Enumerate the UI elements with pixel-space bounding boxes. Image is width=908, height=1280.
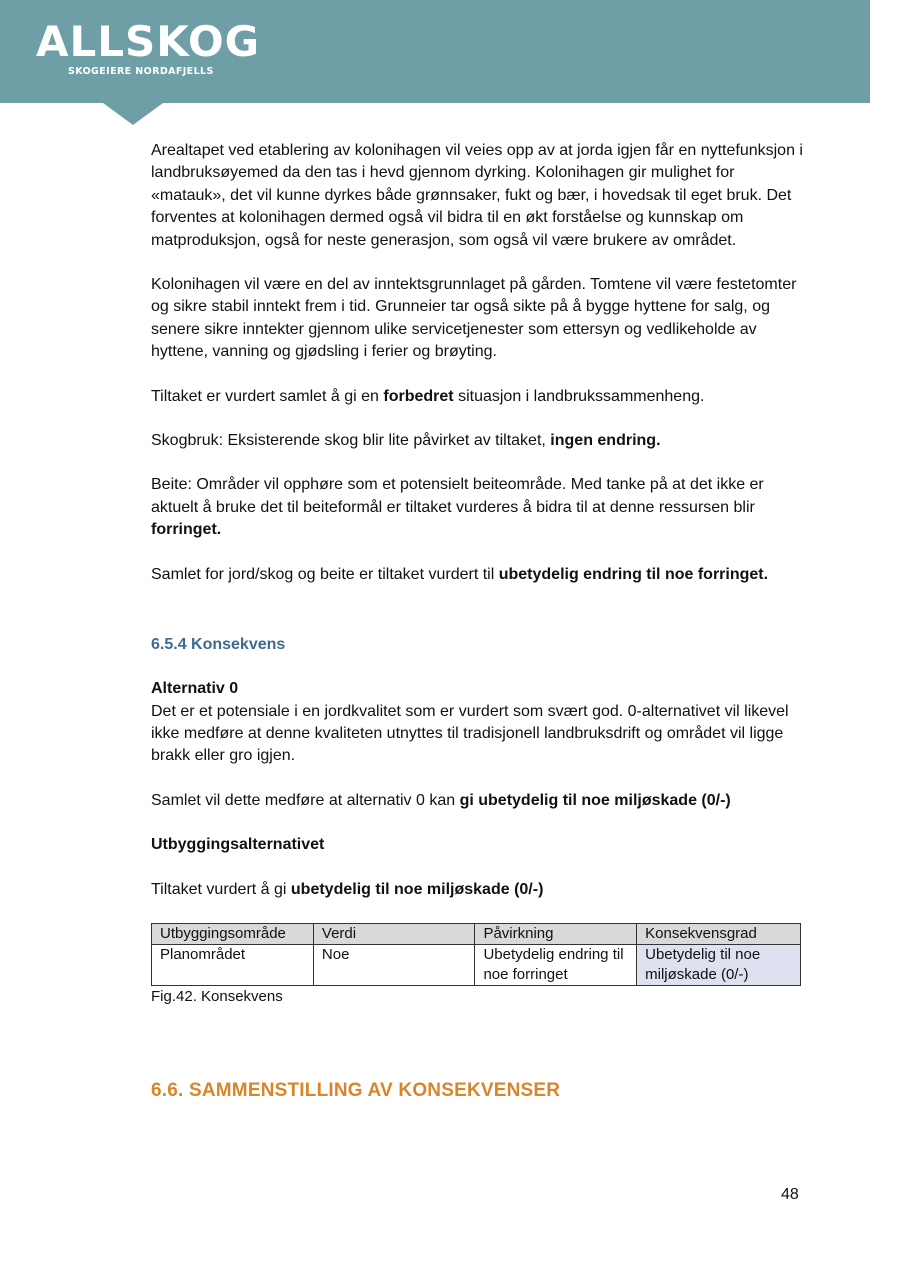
table-row bbox=[152, 944, 801, 985]
table-cell: Planområdet bbox=[152, 944, 314, 985]
header-band bbox=[0, 0, 870, 103]
table-header-cell: Konsekvensgrad bbox=[637, 923, 801, 944]
paragraph-alternativ-0: Det er et potensiale i en jordkvalitet som er vurdert som svært god. 0-alternativet vil likevel ikke medføre at denne kvaliteten utnyttes til tradisjonell landbruksdrift og området vil ligge brakk eller gro igjen. bbox=[151, 702, 789, 765]
heading-6-5-4: 6.5.4 Konsekvens bbox=[151, 636, 286, 654]
paragraph-skogbruk: Skogbruk: Eksisterende skog blir lite påvirket av tiltaket, ingen endring. bbox=[151, 432, 661, 450]
logo-subtitle: SKOGEIERE NORDAFJELLS bbox=[68, 66, 214, 77]
figure-caption: Fig.42. Konsekvens bbox=[151, 987, 283, 1005]
table-header-cell: Utbyggingsområde bbox=[152, 923, 314, 944]
table-header-row bbox=[152, 923, 801, 944]
paragraph-utbygging-vurdering: Tiltaket vurdert å gi ubetydelig til noe miljøskade (0/-) bbox=[151, 880, 544, 898]
heading-utbyggingsalternativet: Utbyggingsalternativet bbox=[151, 836, 325, 854]
table-header-cell: Verdi bbox=[313, 923, 475, 944]
paragraph-samlet-jord-skog: Samlet for jord/skog og beite er tiltaket vurdert til ubetydelig endring til noe forringet. bbox=[151, 565, 769, 583]
paragraph-beite: Beite: Områder vil opphøre som et potensielt beiteområde. Med tanke på at det ikke er aktuelt å bruke det til beiteformål er tiltaket vurderes å bidra til at denne ressursen blir forringet. bbox=[151, 476, 764, 539]
paragraph-inntekt: Kolonihagen vil være en del av inntektsgrunnlaget på gården. Tomtene vil være festetomter og sikre stabil inntekt frem i tid. Grunneier tar også sikte på å bygge hyttene for salg, og senere sikre inntekter gjennom ulike servicetjenester som ettersyn og vedlikeholde av hyttene, vanning og gjødsling i ferier og brøyting. bbox=[151, 276, 797, 361]
table-header-cell: Påvirkning bbox=[475, 923, 637, 944]
konsekvens-table bbox=[151, 923, 801, 986]
page-number: 48 bbox=[781, 1186, 799, 1203]
paragraph-samlet-vurdering: Tiltaket er vurdert samlet å gi en forbedret situasjon i landbrukssammenheng. bbox=[151, 387, 705, 405]
heading-6-6: 6.6. SAMMENSTILLING AV KONSEKVENSER bbox=[151, 1079, 561, 1101]
table-cell: Ubetydelig endring til noe forringet bbox=[475, 944, 637, 985]
allskog-logo: ALLSKOG bbox=[36, 17, 261, 66]
heading-alternativ-0: Alternativ 0 bbox=[151, 680, 239, 698]
page-margin bbox=[870, 0, 908, 1280]
table-cell-konsekvensgrad: Ubetydelig til noe miljøskade (0/-) bbox=[637, 944, 801, 985]
table-cell: Noe bbox=[313, 944, 475, 985]
header-notch bbox=[103, 103, 163, 125]
paragraph-alternativ-0-samlet: Samlet vil dette medføre at alternativ 0 kan gi ubetydelig til noe miljøskade (0/-) bbox=[151, 791, 731, 809]
document-body bbox=[151, 140, 811, 1103]
paragraph-arealtap: Arealtapet ved etablering av kolonihagen vil veies opp av at jorda igjen får en nyttefunksjon i landbruksøyemed da den tas i hevd gjennom dyrking. Kolonihagen gir mulighet for «matauk», det vil kunne dyrkes både grønnsaker, fukt og bær, i hovedsak til eget bruk. Det forventes at kolonihagen dermed også vil bidra til en økt forståelse og kunnskap om matproduksjon, også for neste generasjon, som også vil være brukere av området. bbox=[151, 142, 803, 249]
